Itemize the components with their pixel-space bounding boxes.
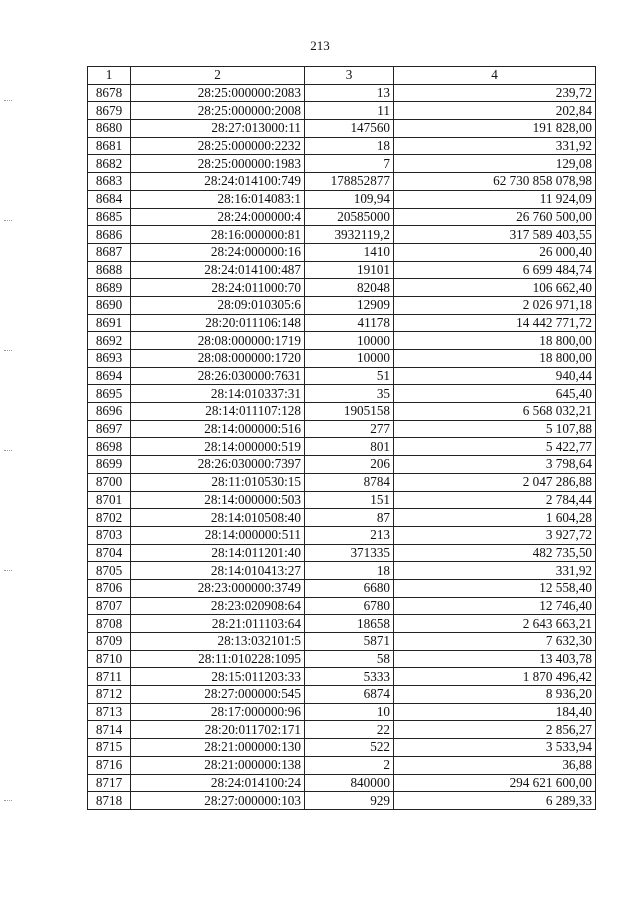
table-row [88, 332, 596, 350]
area-cell: 10 [305, 703, 394, 721]
value-cell: 36,88 [394, 756, 596, 774]
value-cell: 62 730 858 078,98 [394, 173, 596, 191]
row-number-cell: 8711 [88, 668, 131, 686]
value-cell: 940,44 [394, 367, 596, 385]
area-cell: 206 [305, 456, 394, 474]
area-cell: 2 [305, 756, 394, 774]
cadastral-number-cell: 28:24:011000:70 [131, 279, 305, 297]
area-cell: 178852877 [305, 173, 394, 191]
cadastral-number-cell: 28:27:013000:11 [131, 120, 305, 138]
cadastral-number-cell: 28:24:000000:4 [131, 208, 305, 226]
area-cell: 6680 [305, 579, 394, 597]
table-row [88, 633, 596, 651]
cadastral-number-cell: 28:26:030000:7631 [131, 367, 305, 385]
table-body [88, 84, 596, 809]
value-cell: 12 746,40 [394, 597, 596, 615]
cadastral-number-cell: 28:14:000000:511 [131, 526, 305, 544]
row-number-cell: 8709 [88, 633, 131, 651]
value-cell: 331,92 [394, 562, 596, 580]
row-number-cell: 8692 [88, 332, 131, 350]
value-cell: 26 000,40 [394, 243, 596, 261]
column-header-3: 3 [305, 67, 394, 85]
cadastral-number-cell: 28:25:000000:2083 [131, 84, 305, 102]
cadastral-number-cell: 28:14:011107:128 [131, 403, 305, 421]
table-row [88, 120, 596, 138]
area-cell: 82048 [305, 279, 394, 297]
value-cell: 6 568 032,21 [394, 403, 596, 421]
row-number-cell: 8710 [88, 650, 131, 668]
row-number-cell: 8715 [88, 739, 131, 757]
table-row [88, 438, 596, 456]
cadastral-number-cell: 28:14:010508:40 [131, 509, 305, 527]
cadastral-number-cell: 28:14:000000:519 [131, 438, 305, 456]
row-number-cell: 8693 [88, 350, 131, 368]
value-cell: 294 621 600,00 [394, 774, 596, 792]
row-number-cell: 8703 [88, 526, 131, 544]
row-number-cell: 8694 [88, 367, 131, 385]
table-row [88, 526, 596, 544]
area-cell: 87 [305, 509, 394, 527]
value-cell: 331,92 [394, 137, 596, 155]
area-cell: 522 [305, 739, 394, 757]
row-number-cell: 8691 [88, 314, 131, 332]
row-number-cell: 8696 [88, 403, 131, 421]
cadastral-number-cell: 28:20:011702:171 [131, 721, 305, 739]
table-row [88, 544, 596, 562]
area-cell: 8784 [305, 473, 394, 491]
row-number-cell: 8708 [88, 615, 131, 633]
area-cell: 213 [305, 526, 394, 544]
row-number-cell: 8699 [88, 456, 131, 474]
area-cell: 840000 [305, 774, 394, 792]
value-cell: 13 403,78 [394, 650, 596, 668]
cadastral-number-cell: 28:14:000000:516 [131, 420, 305, 438]
table-row [88, 385, 596, 403]
table-row [88, 190, 596, 208]
row-number-cell: 8713 [88, 703, 131, 721]
cadastral-number-cell: 28:11:010228:1095 [131, 650, 305, 668]
cadastral-number-cell: 28:21:000000:130 [131, 739, 305, 757]
area-cell: 1905158 [305, 403, 394, 421]
margin-mark [4, 800, 12, 805]
table-row [88, 650, 596, 668]
value-cell: 8 936,20 [394, 686, 596, 704]
row-number-cell: 8682 [88, 155, 131, 173]
value-cell: 202,84 [394, 102, 596, 120]
area-cell: 109,94 [305, 190, 394, 208]
cadastral-number-cell: 28:14:010337:31 [131, 385, 305, 403]
row-number-cell: 8688 [88, 261, 131, 279]
area-cell: 929 [305, 792, 394, 810]
area-cell: 10000 [305, 350, 394, 368]
value-cell: 5 107,88 [394, 420, 596, 438]
page-number: 213 [310, 38, 330, 53]
area-cell: 801 [305, 438, 394, 456]
row-number-cell: 8705 [88, 562, 131, 580]
table-row [88, 367, 596, 385]
table-row [88, 137, 596, 155]
cadastral-number-cell: 28:27:000000:103 [131, 792, 305, 810]
area-cell: 3932119,2 [305, 226, 394, 244]
table-row [88, 686, 596, 704]
value-cell: 239,72 [394, 84, 596, 102]
table-row [88, 491, 596, 509]
row-number-cell: 8717 [88, 774, 131, 792]
cadastral-number-cell: 28:11:010530:15 [131, 473, 305, 491]
row-number-cell: 8701 [88, 491, 131, 509]
cadastral-number-cell: 28:14:000000:503 [131, 491, 305, 509]
column-header-2: 2 [131, 67, 305, 85]
table-row [88, 173, 596, 191]
table-row [88, 668, 596, 686]
value-cell: 3 927,72 [394, 526, 596, 544]
value-cell: 6 289,33 [394, 792, 596, 810]
table-row [88, 473, 596, 491]
row-number-cell: 8685 [88, 208, 131, 226]
row-number-cell: 8702 [88, 509, 131, 527]
table-row [88, 703, 596, 721]
row-number-cell: 8697 [88, 420, 131, 438]
cadastral-number-cell: 28:27:000000:545 [131, 686, 305, 704]
value-cell: 11 924,09 [394, 190, 596, 208]
value-cell: 2 856,27 [394, 721, 596, 739]
row-number-cell: 8680 [88, 120, 131, 138]
area-cell: 147560 [305, 120, 394, 138]
cadastral-number-cell: 28:23:020908:64 [131, 597, 305, 615]
area-cell: 371335 [305, 544, 394, 562]
table-row [88, 420, 596, 438]
table-row [88, 756, 596, 774]
cadastral-number-cell: 28:21:000000:138 [131, 756, 305, 774]
table-header-row [88, 67, 596, 85]
cadastral-number-cell: 28:25:000000:1983 [131, 155, 305, 173]
margin-mark [4, 350, 12, 355]
cadastral-number-cell: 28:24:014100:749 [131, 173, 305, 191]
row-number-cell: 8718 [88, 792, 131, 810]
margin-mark [4, 450, 12, 455]
table-row [88, 208, 596, 226]
area-cell: 5871 [305, 633, 394, 651]
column-header-1: 1 [88, 67, 131, 85]
row-number-cell: 8684 [88, 190, 131, 208]
column-header-4: 4 [394, 67, 596, 85]
cadastral-number-cell: 28:24:014100:24 [131, 774, 305, 792]
cadastral-number-cell: 28:16:014083:1 [131, 190, 305, 208]
area-cell: 19101 [305, 261, 394, 279]
row-number-cell: 8679 [88, 102, 131, 120]
table-row [88, 243, 596, 261]
area-cell: 10000 [305, 332, 394, 350]
row-number-cell: 8706 [88, 579, 131, 597]
row-number-cell: 8690 [88, 296, 131, 314]
data-table [87, 66, 596, 810]
row-number-cell: 8700 [88, 473, 131, 491]
table-row [88, 279, 596, 297]
cadastral-number-cell: 28:08:000000:1719 [131, 332, 305, 350]
area-cell: 51 [305, 367, 394, 385]
table-row [88, 774, 596, 792]
cadastral-number-cell: 28:25:000000:2008 [131, 102, 305, 120]
cadastral-number-cell: 28:14:010413:27 [131, 562, 305, 580]
table-row [88, 296, 596, 314]
area-cell: 18 [305, 137, 394, 155]
cadastral-number-cell: 28:21:011103:64 [131, 615, 305, 633]
area-cell: 35 [305, 385, 394, 403]
row-number-cell: 8716 [88, 756, 131, 774]
table-row [88, 84, 596, 102]
value-cell: 2 026 971,18 [394, 296, 596, 314]
table-row [88, 155, 596, 173]
margin-mark [4, 570, 12, 575]
value-cell: 1 604,28 [394, 509, 596, 527]
area-cell: 151 [305, 491, 394, 509]
area-cell: 11 [305, 102, 394, 120]
value-cell: 482 735,50 [394, 544, 596, 562]
value-cell: 18 800,00 [394, 350, 596, 368]
row-number-cell: 8683 [88, 173, 131, 191]
cadastral-number-cell: 28:14:011201:40 [131, 544, 305, 562]
table-row [88, 615, 596, 633]
table-row [88, 739, 596, 757]
cadastral-number-cell: 28:24:000000:16 [131, 243, 305, 261]
table-row [88, 509, 596, 527]
value-cell: 6 699 484,74 [394, 261, 596, 279]
value-cell: 18 800,00 [394, 332, 596, 350]
table-row [88, 792, 596, 810]
value-cell: 129,08 [394, 155, 596, 173]
value-cell: 26 760 500,00 [394, 208, 596, 226]
value-cell: 191 828,00 [394, 120, 596, 138]
table-row [88, 314, 596, 332]
margin-mark [4, 220, 12, 225]
value-cell: 317 589 403,55 [394, 226, 596, 244]
value-cell: 14 442 771,72 [394, 314, 596, 332]
row-number-cell: 8678 [88, 84, 131, 102]
cadastral-number-cell: 28:08:000000:1720 [131, 350, 305, 368]
area-cell: 277 [305, 420, 394, 438]
value-cell: 3 798,64 [394, 456, 596, 474]
table-row [88, 403, 596, 421]
row-number-cell: 8681 [88, 137, 131, 155]
cadastral-number-cell: 28:23:000000:3749 [131, 579, 305, 597]
row-number-cell: 8695 [88, 385, 131, 403]
cadastral-number-cell: 28:13:032101:5 [131, 633, 305, 651]
table-row [88, 721, 596, 739]
area-cell: 6780 [305, 597, 394, 615]
row-number-cell: 8686 [88, 226, 131, 244]
margin-mark [4, 100, 12, 105]
area-cell: 22 [305, 721, 394, 739]
row-number-cell: 8714 [88, 721, 131, 739]
cadastral-number-cell: 28:20:011106:148 [131, 314, 305, 332]
value-cell: 3 533,94 [394, 739, 596, 757]
area-cell: 7 [305, 155, 394, 173]
value-cell: 184,40 [394, 703, 596, 721]
value-cell: 645,40 [394, 385, 596, 403]
table-row [88, 350, 596, 368]
table-row [88, 456, 596, 474]
cadastral-number-cell: 28:25:000000:2232 [131, 137, 305, 155]
row-number-cell: 8687 [88, 243, 131, 261]
value-cell: 12 558,40 [394, 579, 596, 597]
value-cell: 106 662,40 [394, 279, 596, 297]
row-number-cell: 8707 [88, 597, 131, 615]
area-cell: 18658 [305, 615, 394, 633]
table-row [88, 562, 596, 580]
area-cell: 12909 [305, 296, 394, 314]
area-cell: 5333 [305, 668, 394, 686]
row-number-cell: 8704 [88, 544, 131, 562]
area-cell: 18 [305, 562, 394, 580]
value-cell: 2 643 663,21 [394, 615, 596, 633]
row-number-cell: 8698 [88, 438, 131, 456]
cadastral-number-cell: 28:24:014100:487 [131, 261, 305, 279]
table-row [88, 226, 596, 244]
value-cell: 1 870 496,42 [394, 668, 596, 686]
table-row [88, 597, 596, 615]
value-cell: 2 784,44 [394, 491, 596, 509]
area-cell: 13 [305, 84, 394, 102]
cadastral-number-cell: 28:15:011203:33 [131, 668, 305, 686]
value-cell: 5 422,77 [394, 438, 596, 456]
area-cell: 58 [305, 650, 394, 668]
cadastral-number-cell: 28:17:000000:96 [131, 703, 305, 721]
area-cell: 41178 [305, 314, 394, 332]
area-cell: 20585000 [305, 208, 394, 226]
area-cell: 1410 [305, 243, 394, 261]
value-cell: 2 047 286,88 [394, 473, 596, 491]
table-row [88, 261, 596, 279]
cadastral-number-cell: 28:09:010305:6 [131, 296, 305, 314]
row-number-cell: 8712 [88, 686, 131, 704]
area-cell: 6874 [305, 686, 394, 704]
row-number-cell: 8689 [88, 279, 131, 297]
cadastral-number-cell: 28:16:000000:81 [131, 226, 305, 244]
table-row [88, 102, 596, 120]
value-cell: 7 632,30 [394, 633, 596, 651]
table-row [88, 579, 596, 597]
cadastral-number-cell: 28:26:030000:7397 [131, 456, 305, 474]
